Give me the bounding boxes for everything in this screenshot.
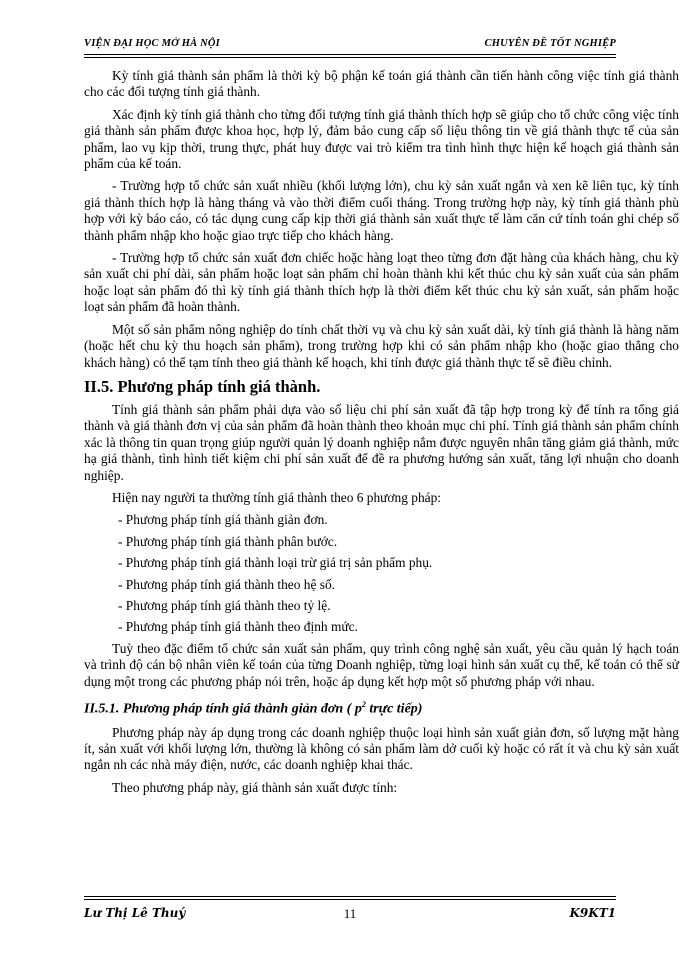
list-item: - Phương pháp tính giá thành phân bước. xyxy=(118,533,338,549)
list-item: - Phương pháp tính giá thành giản đơn. xyxy=(118,512,328,528)
list-item: - Phương pháp tính giá thành loại trừ giá trị sản phẩm phụ. xyxy=(118,555,433,571)
footer-rule xyxy=(84,896,616,897)
paragraph: Tính giá thành sản phẩm phải dựa vào số liệu chi phí sản xuất đã tập hợp trong kỳ để tính ra tổng giá thành và giá thành đơn vị của sản phẩm đã hoàn thành theo khoản mục chi phí. Tính giá thành sản phẩm chính xác là thông tin quan trọng giúp người quản lý doanh nghiệp nắm được nguyên nhân tăng giảm giá thành, mức hạ giá thành, tình hình tiết kiệm chi phí sản xuất để đề ra phương hướng sản xuất, tăng lợi nhuận cho doanh nghiệp. xyxy=(84,401,679,483)
paragraph: Xác định kỳ tính giá thành cho từng đối tượng tính giá thành thích hợp sẽ giúp cho tổ chức công việc tính giá thành sản phẩm được khoa học, hợp lý, đảm bảo cung cấp số liệu thông tin về giá thành thực tế của sản phẩm, lao vụ kịp thời, trung thực, phát huy được vai trò kiểm tra tình hình thực hiện kế hoạch giá thành sản phẩm của kế toán. xyxy=(84,106,679,172)
subsection-heading-sup: 2 xyxy=(361,700,366,709)
section-heading: II.5. Phương pháp tính giá thành. xyxy=(84,376,321,396)
header-institution: VIỆN ĐẠI HỌC MỞ HÀ NỘI xyxy=(84,38,220,49)
page-number: 11 xyxy=(343,906,357,921)
page-body xyxy=(84,68,679,802)
subsection-heading xyxy=(84,696,679,719)
paragraph: Một số sản phẩm nông nghiệp do tính chất thời vụ và chu kỳ sản xuất dài, kỳ tính giá thành là hàng năm (hoặc hết chu kỳ thu hoạch sản phẩm), trong trường hợp khi có sản phẩm nhập kho (hoặc giao thẳng cho khách hàng) có thể tạm tính theo giá thành kế hoạch, khi tính được giá thành thực tế sẽ điều chỉnh. xyxy=(84,321,679,370)
page-header xyxy=(84,38,616,52)
subsection-heading-end: trực tiếp) xyxy=(365,701,423,717)
paragraph: Phương pháp này áp dụng trong các doanh nghiệp thuộc loại hình sản xuất giản đơn, số lượng mặt hàng ít, sản xuất với khối lượng lớn, thường là không có sản phẩm làm dở cuối kỳ hoặc có rất ít và chu kỳ sản xuất ngắn nh các nhà máy điện, nước, các doanh nghiệp khai thác. xyxy=(84,724,679,773)
page-footer xyxy=(84,906,616,924)
header-rule xyxy=(84,54,616,55)
footer-author: Lư Thị Lê Thuý xyxy=(84,906,186,920)
list-item: - Phương pháp tính giá thành theo hệ số. xyxy=(118,576,336,592)
subsection-heading-text: II.5.1. Phương pháp tính giá thành giản đơn ( p xyxy=(84,701,362,717)
paragraph: - Trường hợp tổ chức sản xuất đơn chiếc hoặc hàng loạt theo từng đơn đặt hàng của khách hàng, chu kỳ sản xuất chi phí dài, sản phẩm hoặc loạt sản phẩm chỉ hoàn thành khi kết thúc chu kỳ sản xuất của sản phẩm hoặc loạt sản phẩm đó thì kỳ tính giá thành thích hợp là thời điểm kết thúc chu kỳ sản xuất, sản phẩm hoặc loạt sản phẩm đã hoàn thành. xyxy=(84,250,679,315)
paragraph: Theo phương pháp này, giá thành sản xuất được tính: xyxy=(112,779,398,795)
paragraph: Kỳ tính giá thành sản phẩm là thời kỳ bộ phận kế toán giá thành cần tiến hành công việc tính giá thành cho các đối tượng tính giá thành. xyxy=(84,68,679,100)
header-doc-type: CHUYÊN ĐỀ TỐT NGHIỆP xyxy=(484,38,616,49)
list-item: - Phương pháp tính giá thành theo định mức. xyxy=(118,619,358,635)
paragraph: Tuỳ theo đặc điểm tổ chức sản xuất sản phẩm, quy trình công nghệ sản xuất, yêu cầu quản lý hạch toán và trình độ cán bộ nhân viên kế toán của từng Doanh nghiệp, từng loại hình sản xuất cụ thể, kế toán có thể sử dụng một trong các phương pháp nói trên, hoặc áp dụng kết hợp một số phương pháp với nhau. xyxy=(84,640,679,689)
footer-rule-thin xyxy=(84,899,616,900)
header-rule-thin xyxy=(84,57,616,58)
list-item: - Phương pháp tính giá thành theo tỷ lệ. xyxy=(118,597,331,613)
paragraph: Hiện nay người ta thường tính giá thành theo 6 phương pháp: xyxy=(112,489,442,505)
paragraph: - Trường hợp tổ chức sản xuất nhiều (khối lượng lớn), chu kỳ sản xuất ngắn và xen kẽ liên tục, kỳ tính giá thành thích hợp là hàng tháng và vào thời điểm cuối tháng. Trong trường hợp này, kỳ tính giá thành phù hợp với kỳ báo cáo, có tác dụng cung cấp kịp thời giá thành sản xuất thực tế làm căn cứ tính toán ghi chép số thành phẩm nhập kho hoặc giao trực tiếp cho khách hàng. xyxy=(84,178,679,243)
footer-class-code: K9KT1 xyxy=(569,906,616,920)
